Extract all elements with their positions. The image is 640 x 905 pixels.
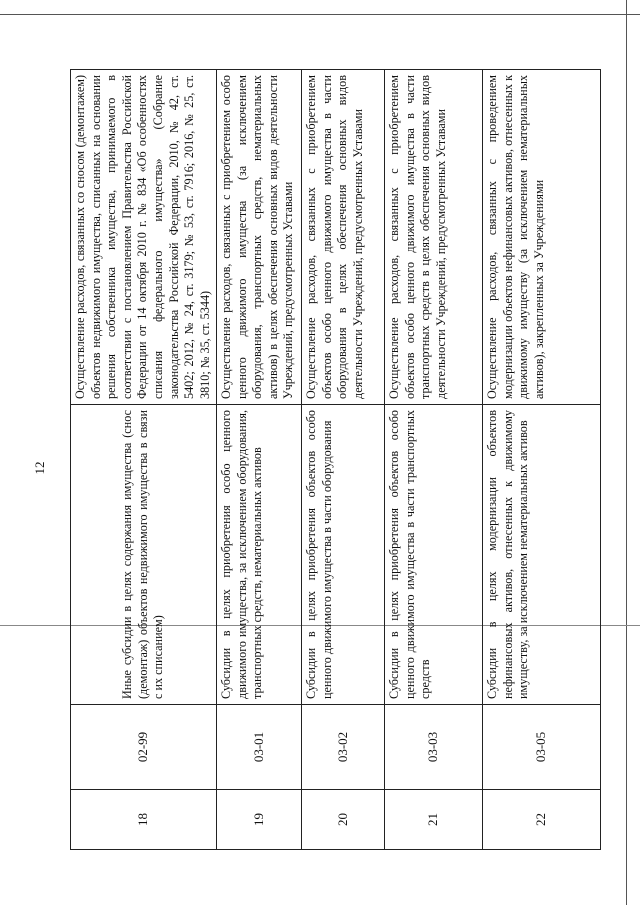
scan-edge-line-top: [0, 14, 640, 15]
row-name: Субсидии в целях приобретения объектов особо ценного движимого имущества в части оборудования: [302, 405, 385, 705]
page-number: 12: [32, 461, 47, 475]
table-row: [483, 70, 601, 850]
row-description: Осуществление расходов, связанных со сносом (демонтажем) объектов недвижимого имущества, списанных на основании решения собственника имущества, принимаемого в соответствии с постановлением Правительства Российской Федерации от 14 октября 2010 г. № 834 «Об особенностях списания федерального имущества» (Собрание законодательства Российской Федерации, 2010, № 42, ст. 5402; 2012, № 24, ст. 3179; № 53, ст. 7916; 2016, № 25, ст. 3810; № 35, ст. 5344): [71, 70, 217, 405]
row-name: Субсидии в целях приобретения особо ценного движимого имущества, за исключением оборудования, транспортных средств, нематериальных активов: [217, 405, 302, 705]
table-row: [217, 70, 302, 850]
row-code: 03-02: [302, 705, 385, 790]
row-description: Осуществление расходов, связанных с приобретением объектов особо ценного движимого имущества в части транспортных средств в целях обеспечения основных видов деятельности Учреждений, предусмотренных Уставами: [385, 70, 483, 405]
row-number: 19: [217, 790, 302, 850]
row-name: Субсидии в целях приобретения объектов особо ценного движимого имущества в части транспортных средств: [385, 405, 483, 705]
row-code: 03-03: [385, 705, 483, 790]
row-name: Иные субсидии в целях содержания имущества (снос (демонтаж) объектов недвижимого имущества в связи с их списанием): [71, 405, 217, 705]
scan-edge-line-right: [626, 0, 627, 905]
table-row: [385, 70, 483, 850]
row-number: 20: [302, 790, 385, 850]
table-row: [71, 70, 217, 850]
row-number: 22: [483, 790, 601, 850]
row-number: 18: [71, 790, 217, 850]
rotated-table-wrapper: [70, 70, 600, 850]
row-description: Осуществление расходов, связанных с приобретением особо ценного движимого имущества (за исключением оборудования, транспортных средств, нематериальных активов) в целях обеспечения основных видов деятельности Учреждений, предусмотренных Уставами: [217, 70, 302, 405]
subsidy-table: [70, 69, 601, 850]
row-number: 21: [385, 790, 483, 850]
row-code: 03-01: [217, 705, 302, 790]
row-name: Субсидии в целях модернизации объектов нефинансовых активов, отнесенных к движимому имуществу, за исключением нематериальных активов: [483, 405, 601, 705]
row-code: 03-05: [483, 705, 601, 790]
row-description: Осуществление расходов, связанных с проведением модернизации объектов нефинансовых активов, отнесенных к движимому имуществу (за исключением нематериальных активов), закрепленных за Учреждениями: [483, 70, 601, 405]
table-row: [302, 70, 385, 850]
row-description: Осуществление расходов, связанных с приобретением объектов особо ценного движимого имущества в части оборудования в целях обеспечения основных видов деятельности Учреждений, предусмотренных Уставами: [302, 70, 385, 405]
row-code: 02-99: [71, 705, 217, 790]
